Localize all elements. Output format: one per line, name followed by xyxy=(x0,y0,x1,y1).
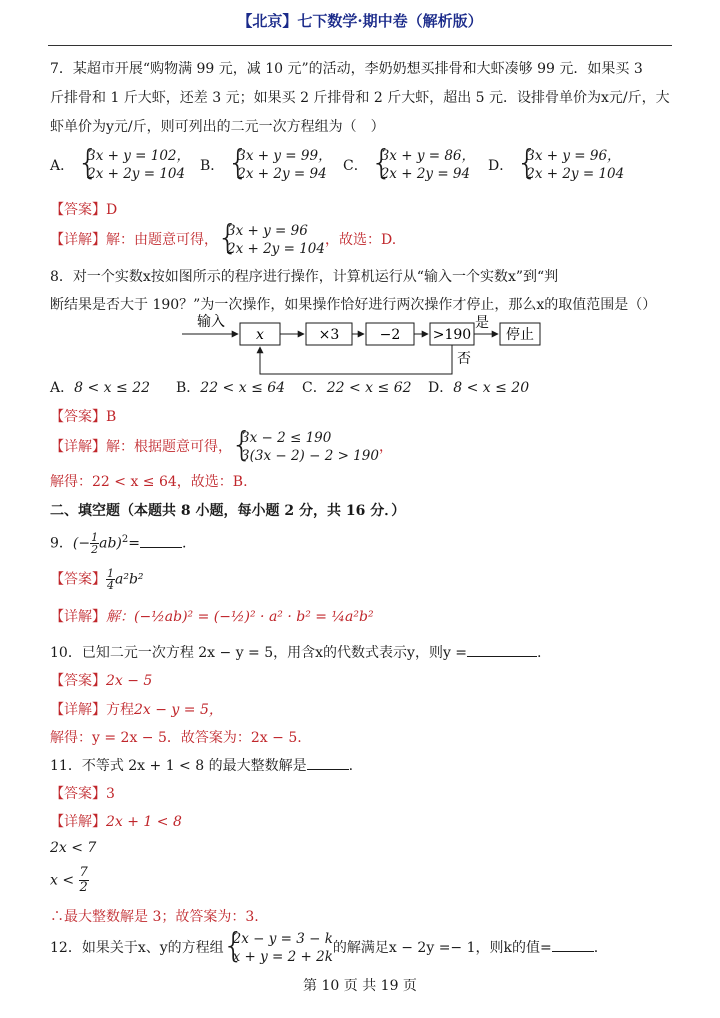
q8-solution: 解得：22 < x ≤ 64，故选：B. xyxy=(50,474,248,490)
flow-mul: ×3 xyxy=(318,327,340,343)
q7-option-b: B． { 3x + y = 99， 2x + 2y = 94 xyxy=(200,147,332,183)
equation-system: { 3x + y = 96 2x + 2y = 104 xyxy=(218,222,325,258)
q7-option-d: D． { 3x + y = 96， 2x + 2y = 104 xyxy=(488,147,624,183)
q8-option-d: D．8 < x ≤ 20 xyxy=(428,380,530,396)
flow-no-label: 否 xyxy=(457,351,471,367)
q12-answer-blank[interactable] xyxy=(552,951,594,952)
flow-x: x xyxy=(256,327,264,343)
q9-answer: 【答案】 $\frac{1}{4}$ a²b² xyxy=(50,567,144,592)
equation-system: { 2x − y = 3 − k x + y = 2 + 2k xyxy=(224,930,333,966)
flow-stop: 停止 xyxy=(506,327,534,343)
q7-stem-line3: 虾单价为y元/斤，则可列出的二元一次方程组为（ ） xyxy=(50,119,385,135)
flow-yes-label: 是 xyxy=(475,315,489,331)
flow-input-label: 输入 xyxy=(197,314,225,330)
equation-system: { 3x + y = 102， 2x + 2y = 104 xyxy=(78,147,190,183)
equation-system: { 3x + y = 99， 2x + 2y = 94 xyxy=(228,147,331,183)
q8-answer: 【答案】B xyxy=(50,409,117,425)
equation-system: { 3x − 2 ≤ 190 3(3x − 2) − 2 > 190 xyxy=(232,429,379,465)
q7-stem-line2: 斤排骨和 1 斤大虾，还差 3 元；如果买 2 斤排骨和 2 斤大虾，超出 5 元．设排骨单价为x元/斤，大 xyxy=(50,90,670,106)
q10-answer: 【答案】2x − 5 xyxy=(50,673,153,689)
q8-option-c: C．22 < x ≤ 62 xyxy=(302,380,412,396)
q7-answer: 【答案】D xyxy=(50,202,118,218)
q8-option-b: B．22 < x ≤ 64 xyxy=(176,380,286,396)
q9-answer-blank[interactable] xyxy=(140,547,182,548)
q11-stem: 11．不等式 2x + 1 < 8 的最大整数解是 . xyxy=(50,758,354,774)
section-title-fill-in: 二、填空题（本题共 8 小题，每小题 2 分，共 16 分．） xyxy=(50,503,406,519)
q8-stem-line1: 8．对一个实数x按如图所示的程序进行操作，计算机运行从“输入一个实数x”到“判 xyxy=(50,269,559,285)
flow-sub: −2 xyxy=(379,327,401,343)
q11-answer: 【答案】3 xyxy=(50,786,115,802)
equation-system: { 3x + y = 86， 2x + 2y = 94 xyxy=(372,147,475,183)
q9-stem: 9．(− $\frac{1}{2}$ ab)$^2$= . xyxy=(50,531,187,556)
header-divider xyxy=(48,45,672,46)
q10-solution: 解得：y = 2x − 5．故答案为：2x − 5. xyxy=(50,730,302,746)
page-header-title: 【北京】七下数学·期中卷（解析版） xyxy=(237,12,483,30)
q8-stem-line2: 断结果是否大于 190？”为一次操作，如果操作恰好进行两次操作才停止，那么x的取值范围是（） xyxy=(50,297,657,313)
q10-answer-blank[interactable] xyxy=(467,656,537,657)
q10-stem: 10．已知二元一次方程 2x − y = 5，用含x的代数式表示y，则y = . xyxy=(50,645,542,661)
q11-conclusion: ∴最大整数解是 3；故答案为：3. xyxy=(50,909,259,925)
q9-detail: 【详解】解：(−½ab)² = (−½)² · a² · b² = ¼a²b² xyxy=(50,609,374,625)
q7-option-a: A． { 3x + y = 102， 2x + 2y = 104 xyxy=(50,147,190,183)
q8-option-a: A．8 < x ≤ 22 xyxy=(50,380,151,396)
q10-detail: 【详解】方程2x − y = 5， xyxy=(50,702,223,718)
q7-detail: 【详解】解：由题意可得， { 3x + y = 96 2x + 2y = 104 ，故选：D. xyxy=(50,222,396,258)
q11-answer-blank[interactable] xyxy=(307,769,349,770)
q7-option-c: C． { 3x + y = 86， 2x + 2y = 94 xyxy=(343,147,475,183)
q7-stem-line1: 7．某超市开展“购物满 99 元，减 10 元”的活动，李奶奶想买排骨和大虾凑够 99 元．如果买 3 xyxy=(50,61,643,77)
q8-detail: 【详解】解：根据题意可得， { 3x − 2 ≤ 190 3(3x − 2) − 2 > 190 ， xyxy=(50,429,393,465)
q12-stem: 12．如果关于x、y的方程组 { 2x − y = 3 − k x + y = 2 + 2k 的解满足x − 2y =− 1，则k的值= . xyxy=(50,930,598,966)
q11-step1: 2x < 7 xyxy=(50,840,97,856)
page-number-footer: 第 10 页 共 19 页 xyxy=(303,978,417,994)
equation-system: { 3x + y = 96， 2x + 2y = 104 xyxy=(517,147,624,183)
flow-compare: >190 xyxy=(432,327,472,343)
q8-flowchart xyxy=(180,312,560,382)
q11-detail: 【详解】2x + 1 < 8 xyxy=(50,814,182,830)
q11-step2: x < $\frac{7}{2}$ xyxy=(50,865,88,895)
